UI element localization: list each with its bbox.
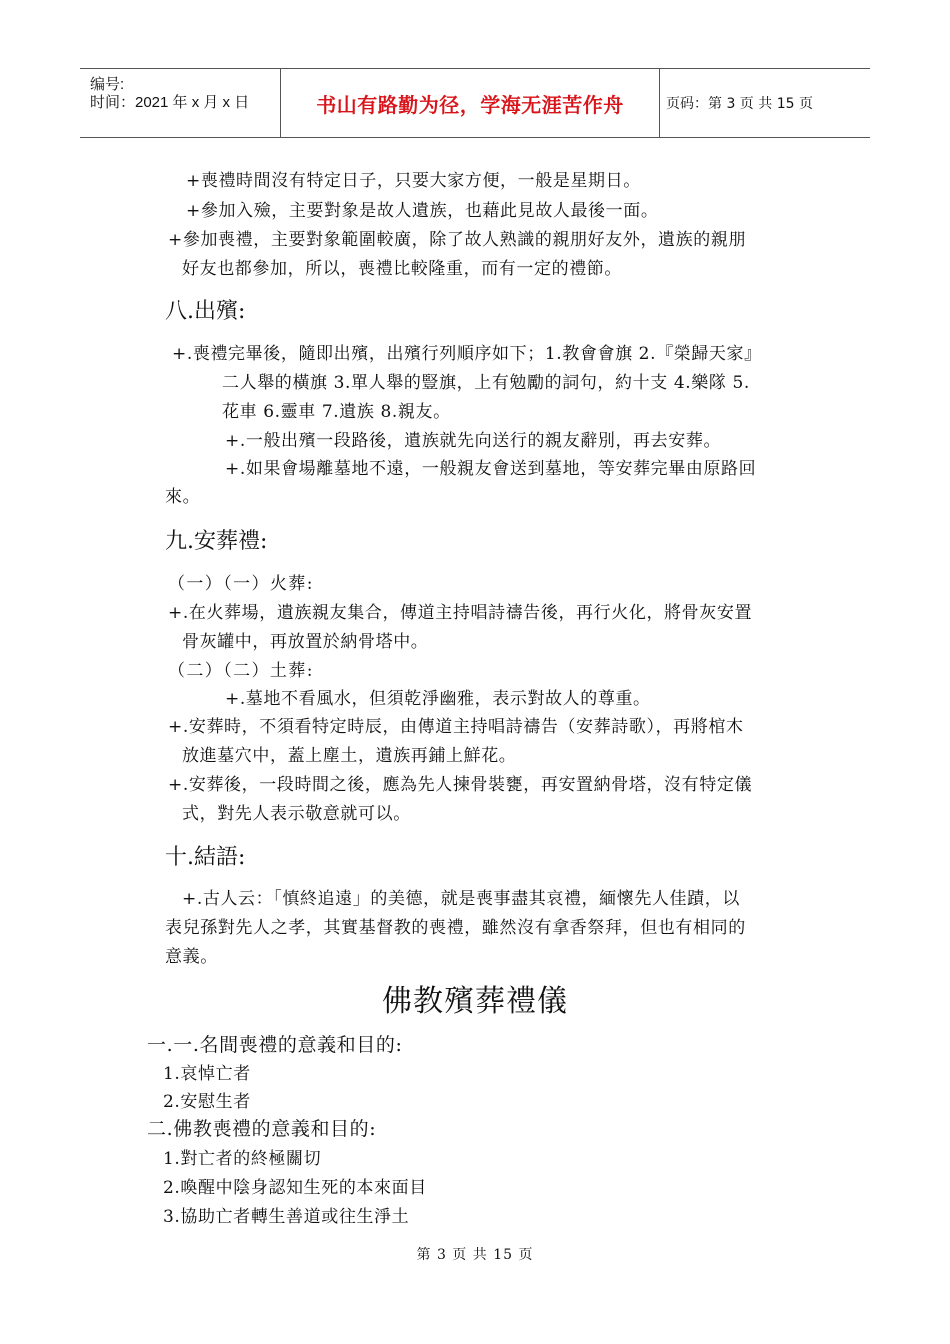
page-footer: 第 3 页 共 15 页 xyxy=(416,1247,534,1263)
subsection-heading-cremation: （一）（一）火葬: xyxy=(168,574,314,594)
header-page-info: 页码：第 3 页 共 15 页 xyxy=(666,96,813,112)
paragraph-line: +喪禮時間沒有特定日子，只要大家方便，一般是星期日。 xyxy=(186,171,641,191)
document-time-label: 时间：2021 年 x 月 x 日 xyxy=(90,94,250,111)
paragraph-line: +.古人云：「慎終追遠」的美德，就是喪事盡其哀禮，緬懷先人佳蹟，以 xyxy=(182,889,740,909)
paragraph-line: +.墓地不看風水，但須乾淨幽雅，表示對故人的尊重。 xyxy=(225,689,651,709)
header-motto: 书山有路勤为径，学海无涯苦作舟 xyxy=(316,92,624,117)
paragraph-line: 花車 6.靈車 7.遺族 8.親友。 xyxy=(222,402,451,422)
paragraph-line: 放進墓穴中，蓋上塵土，遺族再鋪上鮮花。 xyxy=(182,746,517,766)
document-number-label: 编号: xyxy=(90,76,125,93)
section-heading-conclusion: 十.結語: xyxy=(165,845,246,870)
list-item: 2.喚醒中陰身認知生死的本來面目 xyxy=(163,1178,427,1198)
buddhist-section-title: 佛教殯葬禮儀 xyxy=(382,984,568,1019)
paragraph-line: 好友也都參加，所以，喪禮比較隆重，而有一定的禮節。 xyxy=(182,259,622,279)
paragraph-line: +.在火葬場，遺族親友集合，傳道主持唱詩禱告後，再行火化，將骨灰安置 xyxy=(168,603,753,623)
paragraph-line: +參加入殮，主要對象是故人遺族，也藉此見故人最後一面。 xyxy=(186,201,659,221)
paragraph-line: 來。 xyxy=(165,487,201,507)
list-item: 1.哀悼亡者 xyxy=(163,1064,251,1084)
paragraph-line: +.一般出殯一段路後，遺族就先向送行的親友辭別，再去安葬。 xyxy=(225,431,722,451)
paragraph-line: 骨灰罐中，再放置於納骨塔中。 xyxy=(182,632,429,652)
paragraph-line: +參加喪禮，主要對象範圍較廣，除了故人熟識的親朋好友外，遺族的親朋 xyxy=(168,230,747,250)
buddhist-part1-heading: 一.一.名間喪禮的意義和目的: xyxy=(147,1034,403,1056)
paragraph-line: +.喪禮完畢後，隨即出殯，出殯行列順序如下；1.教會會旗 2.『榮歸天家』 xyxy=(172,344,762,364)
list-item: 1.對亡者的終極關切 xyxy=(163,1149,322,1169)
subsection-heading-earth-burial: （二）（二）土葬: xyxy=(168,661,314,681)
section-heading-funeral-procession: 八.出殯: xyxy=(165,299,246,324)
page-header xyxy=(80,68,870,138)
paragraph-line: +.安葬後，一段時間之後，應為先人揀骨裝甕，再安置納骨塔，沒有特定儀 xyxy=(168,775,753,795)
buddhist-part2-heading: 二.佛教喪禮的意義和目的: xyxy=(147,1118,377,1140)
paragraph-line: 表兒孫對先人之孝，其實基督教的喪禮，雖然沒有拿香祭拜，但也有相同的 xyxy=(165,918,746,938)
paragraph-line: 二人舉的橫旗 3.單人舉的豎旗，上有勉勵的詞句，約十支 4.樂隊 5. xyxy=(222,373,750,393)
paragraph-line: 式，對先人表示敬意就可以。 xyxy=(182,804,411,824)
paragraph-line: +.安葬時，不須看特定時辰，由傳道主持唱詩禱告（安葬詩歌），再將棺木 xyxy=(168,717,744,737)
list-item: 3.協助亡者轉生善道或往生淨土 xyxy=(163,1207,410,1227)
list-item: 2.安慰生者 xyxy=(163,1092,251,1112)
header-meta-cell xyxy=(80,69,281,137)
section-heading-burial: 九.安葬禮: xyxy=(165,529,268,554)
paragraph-line: 意義。 xyxy=(165,947,218,967)
header-motto-cell xyxy=(281,69,660,137)
paragraph-line: +.如果會場離墓地不遠，一般親友會送到墓地，等安葬完畢由原路回 xyxy=(225,459,757,479)
